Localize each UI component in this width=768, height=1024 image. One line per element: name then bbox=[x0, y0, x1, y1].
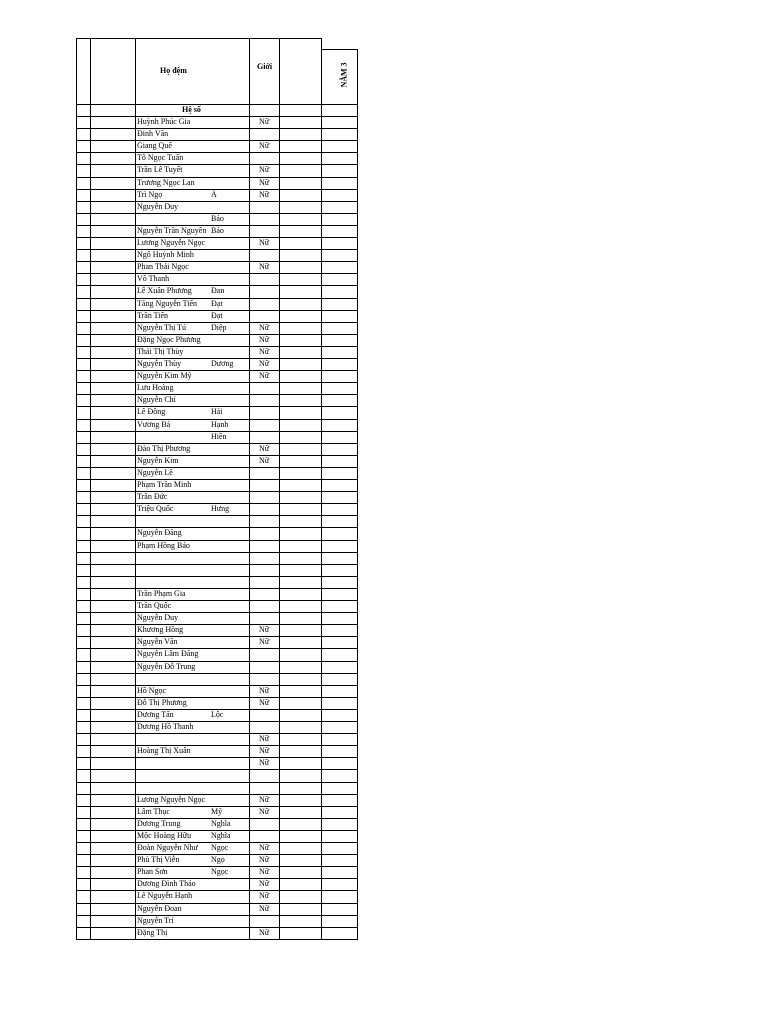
grid-line bbox=[76, 479, 358, 480]
cell-name: Giang Quế bbox=[137, 141, 172, 151]
cell-name: Tô Ngọc Tuấn bbox=[137, 153, 184, 163]
grid-line bbox=[76, 769, 358, 770]
cell-name: Triệu Quốc bbox=[137, 504, 174, 514]
cell-gender: Nữ bbox=[259, 794, 270, 804]
grid-line bbox=[76, 164, 358, 165]
cell-given-name: Bảo bbox=[211, 225, 224, 235]
header-name: Họ đệm bbox=[160, 66, 187, 75]
cell-given-name: Đạt bbox=[211, 310, 223, 320]
grid-line bbox=[76, 177, 358, 178]
cell-gender: Nữ bbox=[259, 855, 270, 865]
cell-given-name: Bảo bbox=[211, 213, 224, 223]
cell-name: Phạm Hồng Bảo bbox=[137, 540, 190, 550]
cell-name: Lưu Hoàng bbox=[137, 383, 174, 393]
cell-given-name: Ngọc bbox=[211, 843, 229, 852]
cell-gender: Nữ bbox=[259, 165, 270, 175]
cell-gender: Nữ bbox=[259, 177, 270, 187]
grid-line bbox=[76, 794, 358, 795]
cell-name: Nguyễn Trí bbox=[137, 915, 174, 925]
cell-gender: Nữ bbox=[259, 141, 270, 151]
cell-name: Đinh Văn bbox=[137, 129, 169, 139]
grid-line bbox=[279, 38, 280, 939]
grid-line bbox=[76, 733, 358, 734]
cell-gender: Nữ bbox=[259, 637, 270, 647]
coefficient-label: Hệ số bbox=[182, 105, 201, 114]
grid-line bbox=[76, 600, 358, 601]
grid-line bbox=[76, 261, 358, 262]
grid-line bbox=[76, 576, 358, 577]
cell-name: Nguyễn Đoan bbox=[137, 903, 182, 913]
grid-line bbox=[76, 636, 358, 637]
grid-line bbox=[76, 370, 358, 371]
cell-name: Trần Phạm Gia bbox=[137, 588, 186, 598]
cell-given-name: Dương bbox=[211, 359, 234, 368]
cell-name: Nguyễn Kim Mỹ bbox=[137, 371, 192, 381]
grid-line bbox=[76, 38, 77, 939]
cell-name: Ngô Huỳnh Minh bbox=[137, 250, 194, 260]
grid-line bbox=[76, 552, 358, 553]
cell-name: Huỳnh Phúc Gia bbox=[137, 117, 191, 126]
cell-given-name: Đạt bbox=[211, 298, 223, 308]
grid-line bbox=[321, 49, 358, 50]
grid-line bbox=[321, 38, 322, 939]
grid-line bbox=[76, 394, 358, 395]
cell-name: Hoàng Thị Xuân bbox=[137, 746, 191, 756]
grid-line bbox=[135, 38, 136, 939]
grid-line bbox=[76, 140, 358, 141]
grid-line bbox=[249, 38, 250, 939]
grid-line bbox=[76, 903, 358, 904]
cell-name: Nguyễn Thùy bbox=[137, 359, 182, 368]
cell-gender: Nữ bbox=[259, 891, 270, 901]
grid-line bbox=[76, 116, 358, 117]
grid-line bbox=[76, 346, 358, 347]
grid-line bbox=[76, 939, 358, 940]
cell-gender: Nữ bbox=[259, 346, 270, 356]
cell-name: Lương Nguyễn Ngọc bbox=[137, 794, 206, 804]
cell-name: Phạm Trần Minh bbox=[137, 480, 192, 489]
cell-name: Khương Hồng bbox=[137, 625, 184, 635]
cell-name: Nguyễn Lê bbox=[137, 467, 173, 477]
cell-gender: Nữ bbox=[259, 322, 270, 332]
cell-name: Trì Ngọ bbox=[137, 189, 163, 199]
grid-line bbox=[76, 334, 358, 335]
grid-line bbox=[76, 491, 358, 492]
cell-gender: Nữ bbox=[259, 117, 270, 126]
grid-line bbox=[76, 624, 358, 625]
cell-name: Lê Đông bbox=[137, 407, 166, 417]
cell-name: Trần Đức bbox=[137, 492, 168, 502]
cell-gender: Nữ bbox=[259, 189, 270, 199]
grid-line bbox=[76, 721, 358, 722]
cell-name: Lê Xuân Phương bbox=[137, 286, 192, 296]
cell-name: Đào Thị Phương bbox=[137, 443, 191, 453]
cell-gender: Nữ bbox=[259, 734, 270, 744]
cell-name: Thái Thị Thùy bbox=[137, 346, 184, 356]
grid-line bbox=[76, 38, 321, 39]
cell-name: Dương Trung bbox=[137, 818, 181, 828]
cell-gender: Nữ bbox=[259, 903, 270, 913]
cell-gender: Nữ bbox=[259, 443, 270, 453]
cell-given-name: Ngọ bbox=[211, 855, 225, 865]
grid-line bbox=[90, 38, 91, 939]
cell-name: Nguyễn Kim bbox=[137, 455, 179, 465]
cell-gender: Nữ bbox=[259, 806, 270, 816]
cell-name: Phan Thái Ngọc bbox=[137, 262, 189, 272]
cell-name: Trần Tiến bbox=[137, 310, 169, 320]
cell-name: Trần Lê Tuyết bbox=[137, 165, 183, 175]
grid-line bbox=[76, 382, 358, 383]
cell-name: Nguyễn Đăng bbox=[137, 528, 182, 538]
grid-line bbox=[76, 588, 358, 589]
cell-name: Đỗ Thị Phương bbox=[137, 697, 187, 707]
grid-line bbox=[76, 152, 358, 153]
cell-gender: Nữ bbox=[259, 262, 270, 272]
grid-line bbox=[76, 237, 358, 238]
cell-name: Trương Ngọc Lan bbox=[137, 177, 195, 187]
cell-gender: Nữ bbox=[259, 625, 270, 635]
cell-gender: Nữ bbox=[259, 697, 270, 707]
grid-line bbox=[76, 661, 358, 662]
cell-name: Đặng Ngọc Phương bbox=[137, 334, 201, 344]
cell-name: Lâm Thục bbox=[137, 806, 170, 816]
cell-given-name: Nghĩa bbox=[211, 818, 231, 828]
cell-given-name: Hiền bbox=[211, 431, 227, 441]
cell-given-name: Á bbox=[211, 189, 217, 199]
cell-name: Phan Sơn bbox=[137, 867, 168, 877]
grid-line bbox=[76, 443, 358, 444]
cell-gender: Nữ bbox=[259, 746, 270, 756]
grid-line bbox=[76, 128, 358, 129]
grid-line bbox=[76, 467, 358, 468]
cell-gender: Nữ bbox=[259, 685, 270, 695]
cell-given-name: Hưng bbox=[211, 504, 230, 514]
grid-line bbox=[76, 782, 358, 783]
cell-name: Nguyễn Thị Tú bbox=[137, 322, 187, 332]
cell-gender: Nữ bbox=[259, 455, 270, 465]
cell-gender: Nữ bbox=[259, 334, 270, 344]
cell-given-name: Hải bbox=[211, 407, 223, 417]
cell-name: Nguyễn Chí bbox=[137, 395, 176, 405]
cell-gender: Nữ bbox=[259, 927, 270, 937]
grid-line bbox=[76, 564, 358, 565]
cell-gender: Nữ bbox=[259, 371, 270, 381]
grid-line bbox=[76, 104, 358, 105]
grid-line bbox=[76, 648, 358, 649]
cell-given-name: Ngọc bbox=[211, 867, 229, 877]
grid-line bbox=[76, 612, 358, 613]
cell-name: Đặng Thị bbox=[137, 927, 168, 937]
cell-name: Lê Nguyễn Hạnh bbox=[137, 891, 193, 901]
cell-name: Nguyễn Trần Nguyên bbox=[137, 225, 207, 235]
cell-gender: Nữ bbox=[259, 867, 270, 877]
cell-given-name: Lộc bbox=[211, 709, 224, 719]
grid-line bbox=[76, 927, 358, 928]
grid-line bbox=[76, 685, 358, 686]
cell-name: Dương Đình Thảo bbox=[137, 879, 196, 889]
header-year: NĂM 3 bbox=[339, 62, 349, 88]
cell-name: Võ Thanh bbox=[137, 274, 170, 284]
cell-given-name: Diệp bbox=[211, 322, 227, 332]
grid-line bbox=[76, 745, 358, 746]
cell-name: Mộc Hoàng Hữu bbox=[137, 830, 192, 840]
grid-line bbox=[76, 249, 358, 250]
cell-given-name: Đan bbox=[211, 286, 225, 296]
cell-gender: Nữ bbox=[259, 879, 270, 889]
grid-line bbox=[76, 201, 358, 202]
grid-line bbox=[76, 890, 358, 891]
cell-given-name: Nghĩa bbox=[211, 830, 231, 840]
grid-line bbox=[76, 527, 358, 528]
cell-name: Dương Hồ Thanh bbox=[137, 722, 194, 731]
cell-name: Nguyễn Đỗ Trung bbox=[137, 661, 196, 671]
cell-name: Dương Tấn bbox=[137, 709, 174, 719]
cell-name: Trần Quốc bbox=[137, 601, 172, 610]
header-gender: Giới bbox=[257, 62, 273, 71]
grid-line bbox=[76, 455, 358, 456]
grid-line bbox=[76, 540, 358, 541]
cell-name: Nguyễn Văn bbox=[137, 637, 178, 647]
cell-name: Nguyễn Lâm Đăng bbox=[137, 649, 199, 659]
cell-name: Nguyễn Duy bbox=[137, 613, 179, 623]
cell-name: Phù Thị Viễn bbox=[137, 855, 180, 865]
cell-name: Nguyễn Duy bbox=[137, 201, 179, 211]
grid-line bbox=[76, 915, 358, 916]
grid-line bbox=[76, 697, 358, 698]
grid-line bbox=[76, 273, 358, 274]
cell-name: Đoàn Nguyễn Như bbox=[137, 843, 198, 852]
cell-gender: Nữ bbox=[259, 238, 270, 247]
grid-line bbox=[76, 189, 358, 190]
cell-gender: Nữ bbox=[259, 359, 270, 368]
grid-line bbox=[76, 757, 358, 758]
cell-name: Lương Nguyễn Ngọc bbox=[137, 238, 206, 247]
cell-given-name: Mỹ bbox=[211, 806, 223, 816]
cell-gender: Nữ bbox=[259, 758, 270, 768]
cell-name: Vương Bá bbox=[137, 419, 171, 429]
cell-given-name: Hạnh bbox=[211, 419, 229, 429]
cell-name: Hồ Ngọc bbox=[137, 685, 167, 695]
cell-name: Tăng Nguyễn Tiến bbox=[137, 298, 197, 308]
grid-line bbox=[76, 673, 358, 674]
cell-gender: Nữ bbox=[259, 843, 270, 852]
